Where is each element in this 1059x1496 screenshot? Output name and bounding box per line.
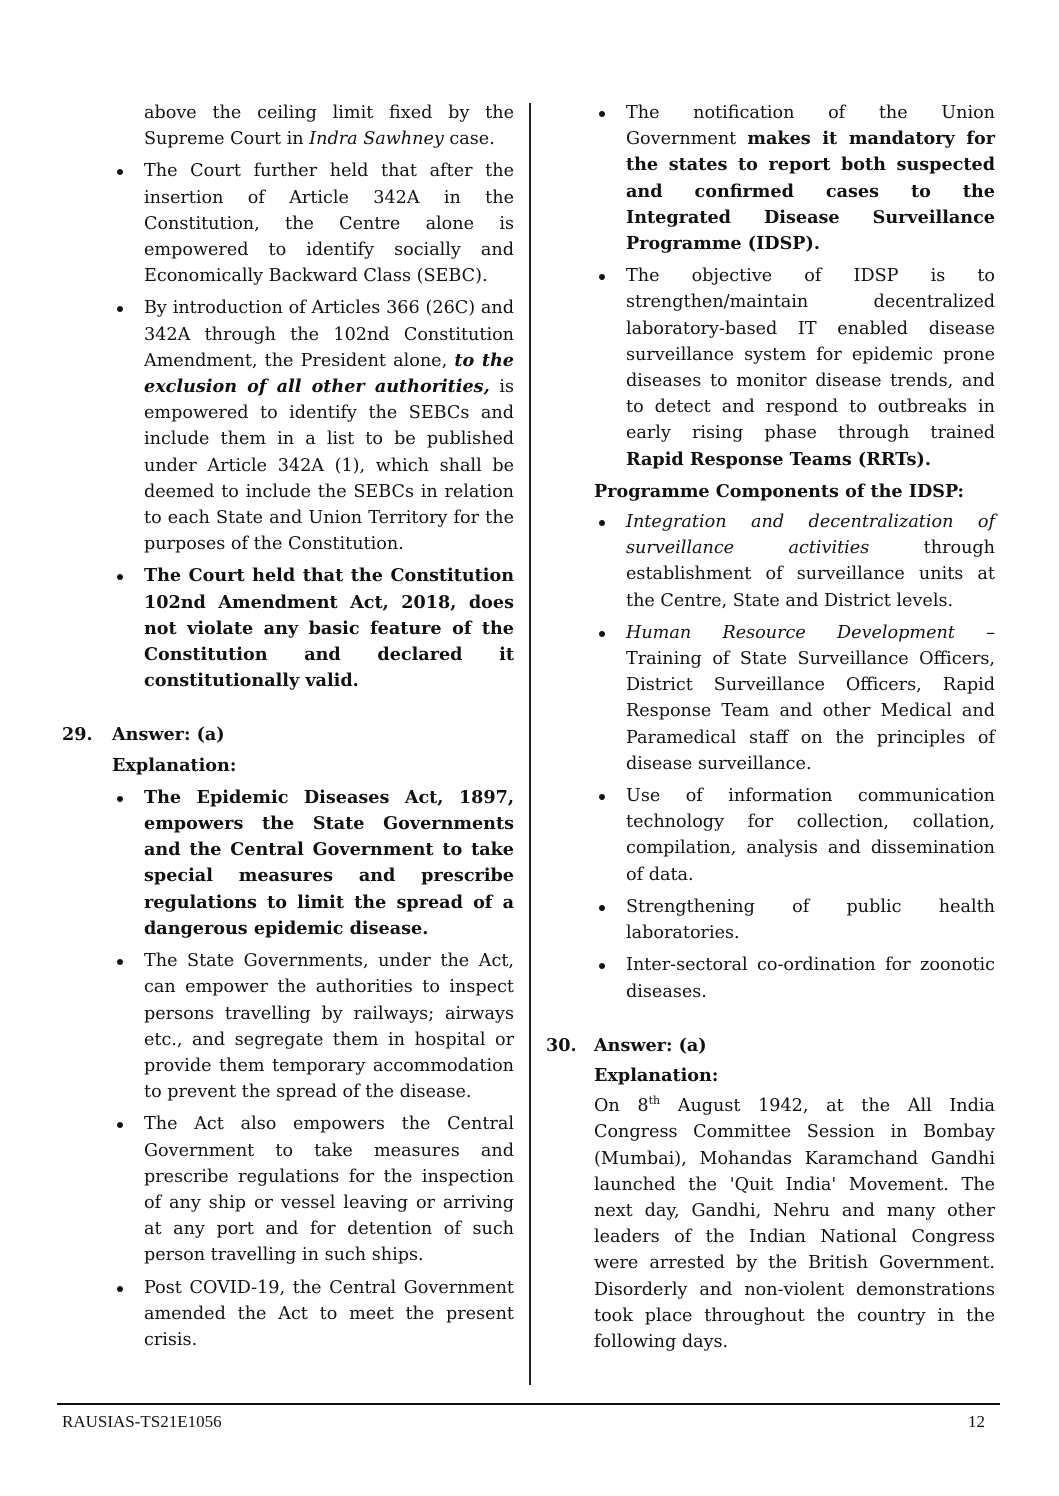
list-item: Post COVID-19, the Central Government amended the Act to meet the present crisis. bbox=[112, 1275, 514, 1354]
idsp-bullet-list bbox=[594, 100, 995, 473]
list-item: The State Governments, under the Act, can empower the authorities to inspect persons travelling by railways; airways etc., and segregate them in hospital or provide them temporary accommodation to prevent the spread of the disease. bbox=[112, 948, 514, 1105]
bullet-icon bbox=[117, 796, 123, 802]
list-item: Integration and decentralization of surveillance activities through establishment of surveillance units at the Centre, State and District levels. bbox=[594, 509, 995, 614]
bullet-icon bbox=[117, 574, 123, 580]
bullet-icon bbox=[117, 169, 123, 175]
list-item: Use of information communication technology for collection, collation, compilation, analysis and dissemination of data. bbox=[594, 783, 995, 888]
components-heading: Programme Components of the IDSP: bbox=[594, 480, 965, 502]
bullet-icon bbox=[117, 306, 123, 312]
bullet-icon bbox=[599, 274, 605, 280]
list-item: The Act also empowers the Central Government to take measures and prescribe regulations for the inspection of any ship or vessel leaving or arriving at any port and for detention of such person travelling in such ships. bbox=[112, 1111, 514, 1268]
bullet-icon bbox=[599, 794, 605, 800]
continued-paragraph: above the ceiling limit fixed by the Supreme Court in Indra Sawhney case. bbox=[144, 103, 514, 150]
footer-rule bbox=[57, 1403, 1000, 1405]
bullet-icon bbox=[599, 520, 605, 526]
list-item: Inter-sectoral co-ordination for zoonotic diseases. bbox=[594, 952, 995, 1004]
q30-explanation-heading: Explanation: bbox=[594, 1064, 719, 1086]
document-code: RAUSIAS-TS21E1056 bbox=[62, 1412, 222, 1431]
list-item: Human Resource Development – Training of State Surveillance Officers, District Surveillance Officers, Rapid Response Team and other Medical and Paramedical staff on the principles of disease surveillance. bbox=[594, 620, 995, 777]
q30-answer-heading: 30. Answer: (a) bbox=[546, 1034, 707, 1056]
list-item: Strengthening of public health laboratories. bbox=[594, 894, 995, 946]
bullet-icon bbox=[117, 1122, 123, 1128]
list-item: The notification of the Union Government makes it mandatory for the states to report both suspected and confirmed cases to the Integrated Disease Surveillance Programme (IDSP). bbox=[594, 100, 995, 257]
left-column bbox=[62, 100, 514, 1359]
bullet-icon bbox=[599, 631, 605, 637]
right-column bbox=[546, 100, 995, 1355]
court-bullet-list bbox=[62, 158, 514, 694]
q30-paragraph: On 8th August 1942, at the All India Congress Committee Session in Bombay (Mumbai), Mohandas Karamchand Gandhi launched the 'Quit India' Movement. The next day, Gandhi, Nehru and many other leaders of the Indian National Congress were arrested by the British Government. Disorderly and non-violent demonstrations took place throughout the country in the following days. bbox=[594, 1094, 995, 1352]
list-item: By introduction of Articles 366 (26C) and 342A through the 102nd Constitution Amendment, the President alone, to the exclusion of all other authorities, is empowered to identify the SEBCs and include them in a list to be published under Article 342A (1), which shall be deemed to include the SEBCs in relation to each State and Union Territory for the purposes of the Constitution. bbox=[112, 295, 514, 557]
components-bullet-list bbox=[594, 509, 995, 1005]
q29-answer-heading: 29. Answer: (a) bbox=[62, 724, 225, 746]
list-item: The Court held that the Constitution 102nd Amendment Act, 2018, does not violate any basic feature of the Constitution and declared it constitutionally valid. bbox=[112, 563, 514, 694]
q29-explanation-heading: Explanation: bbox=[112, 754, 237, 776]
list-item: The Court further held that after the insertion of Article 342A in the Constitution, the Centre alone is empowered to identify socially and Economically Backward Class (SEBC). bbox=[112, 158, 514, 289]
bullet-icon bbox=[599, 963, 605, 969]
page-number: 12 bbox=[968, 1412, 985, 1431]
bullet-icon bbox=[117, 959, 123, 965]
bullet-icon bbox=[599, 111, 605, 117]
q29-bullet-list bbox=[62, 785, 514, 1353]
bullet-icon bbox=[599, 905, 605, 911]
list-item: The Epidemic Diseases Act, 1897, empowers the State Governments and the Central Government to take special measures and prescribe regulations to limit the spread of a dangerous epidemic disease. bbox=[112, 785, 514, 942]
bullet-icon bbox=[117, 1286, 123, 1292]
column-divider bbox=[529, 103, 531, 1385]
list-item: The objective of IDSP is to strengthen/maintain decentralized laboratory-based IT enabled disease surveillance system for epidemic prone diseases to monitor disease trends, and to detect and respond to outbreaks in early rising phase through trained Rapid Response Teams (RRTs). bbox=[594, 263, 995, 473]
